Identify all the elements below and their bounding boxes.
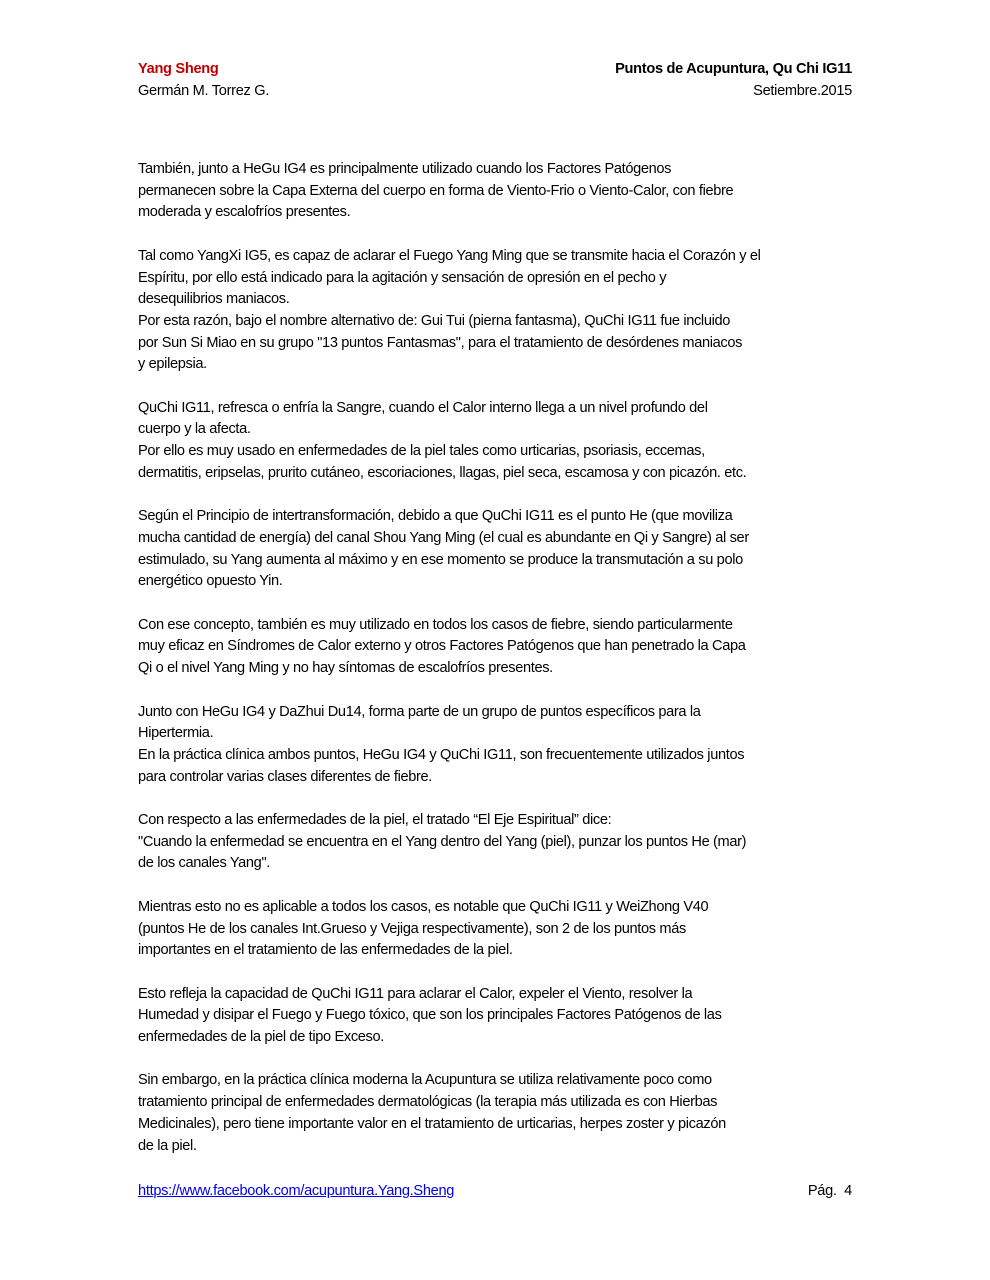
paragraph-line: "Cuando la enfermedad se encuentra en el Yang dentro del Yang (piel), punzar los puntos He (mar) — [138, 833, 747, 850]
paragraph — [138, 246, 858, 311]
paragraph — [138, 984, 858, 1049]
paragraph-line: Hipertermia. — [138, 725, 214, 742]
paragraph — [138, 702, 858, 745]
paragraph-line: energético opuesto Yin. — [138, 573, 283, 590]
paragraph — [138, 810, 858, 875]
facebook-link[interactable]: https://www.facebook.com/acupuntura.Yang.Sheng — [138, 1183, 455, 1199]
paragraph — [138, 506, 858, 593]
paragraph-line: mucha cantidad de energía) del canal Shou Yang Ming (el cual es abundante en Qi y Sangre) al ser — [138, 529, 749, 546]
paragraph — [138, 615, 858, 680]
paragraph-line: por Sun Si Miao en su grupo "13 puntos Fantasmas", para el tratamiento de desórdenes maniacos — [138, 334, 743, 351]
paragraph-line: En la práctica clínica ambos puntos, HeGu IG4 y QuChi IG11, son frecuentemente utilizados juntos — [138, 746, 745, 763]
paragraph-line: Por ello es muy usado en enfermedades de la piel tales como urticarias, psoriasis, eccemas, — [138, 443, 705, 460]
document-body — [138, 159, 858, 1179]
header-author: Germán M. Torrez G. — [138, 83, 270, 99]
paragraph-line: Esto refleja la capacidad de QuChi IG11 para aclarar el Calor, expeler el Viento, resolver la — [138, 985, 693, 1002]
paragraph-line: Mientras esto no es aplicable a todos los casos, es notable que QuChi IG11 y WeiZhong V40 — [138, 898, 709, 915]
paragraph — [138, 441, 858, 484]
paragraph — [138, 1070, 858, 1157]
paragraph-line: moderada y escalofríos presentes. — [138, 204, 351, 221]
paragraph-line: Por esta razón, bajo el nombre alternativo de: Gui Tui (pierna fantasma), QuChi IG11 fue incluido — [138, 312, 731, 329]
paragraph-line: muy eficaz en Síndromes de Calor externo y otros Factores Patógenos que han penetrado la Capa — [138, 638, 746, 655]
paragraph-line: desequilibrios maniacos. — [138, 291, 290, 308]
page-header — [138, 58, 852, 102]
page-number: Pág. 4 — [807, 1183, 852, 1199]
paragraph-line: Con respecto a las enfermedades de la piel, el tratado “El Eje Espiritual” dice: — [138, 812, 612, 828]
paragraph — [138, 745, 858, 788]
paragraph-line: Con ese concepto, también es muy utilizado en todos los casos de fiebre, siendo particularmente — [138, 616, 733, 633]
paragraph-line: enfermedades de la piel de tipo Exceso. — [138, 1029, 384, 1045]
paragraph-line: Sin embargo, en la práctica clínica moderna la Acupuntura se utiliza relativamente poco como — [138, 1072, 712, 1089]
paragraph-line: de los canales Yang". — [138, 855, 270, 872]
paragraph-line: Medicinales), pero tiene importante valor en el tratamiento de urticarias, herpes zoster y picazón — [138, 1115, 726, 1132]
paragraph — [138, 159, 858, 224]
paragraph — [138, 311, 858, 376]
paragraph-line: Junto con HeGu IG4 y DaZhui Du14, forma parte de un grupo de puntos específicos para la — [138, 703, 701, 720]
header-document-title: Puntos de Acupuntura, Qu Chi IG11 — [615, 61, 852, 77]
paragraph-line: dermatitis, eripselas, prurito cutáneo, escoriaciones, llagas, piel seca, escamosa y con picazón. etc. — [138, 464, 747, 481]
paragraph-line: permanecen sobre la Capa Externa del cuerpo en forma de Viento-Frio o Viento-Calor, con fiebre — [138, 182, 734, 199]
paragraph-line: y epilepsia. — [138, 356, 207, 373]
paragraph — [138, 897, 858, 962]
paragraph-line: (puntos He de los canales Int.Grueso y Vejiga respectivamente), son 2 de los puntos más — [138, 920, 686, 937]
page-footer — [138, 1180, 852, 1202]
paragraph-line: de la piel. — [138, 1137, 197, 1154]
paragraph-line: para controlar varias clases diferentes de fiebre. — [138, 768, 432, 785]
paragraph-line: tratamiento principal de enfermedades dermatológicas (la terapia más utilizada es con Hierbas — [138, 1094, 718, 1111]
paragraph-line: cuerpo y la afecta. — [138, 421, 251, 438]
paragraph-line: También, junto a HeGu IG4 es principalmente utilizado cuando los Factores Patógenos — [138, 161, 672, 177]
header-site-title: Yang Sheng — [138, 61, 219, 77]
paragraph-line: Humedad y disipar el Fuego y Fuego tóxico, que son los principales Factores Patógenos de las — [138, 1007, 722, 1024]
paragraph-line: Según el Principio de intertransformación, debido a que QuChi IG11 es el punto He (que moviliza — [138, 508, 733, 525]
header-date: Setiembre.2015 — [753, 83, 852, 99]
paragraph-line: QuChi IG11, refresca o enfría la Sangre, cuando el Calor interno llega a un nivel profundo del — [138, 399, 708, 416]
paragraph-line: importantes en el tratamiento de las enfermedades de la piel. — [138, 942, 513, 959]
paragraph-line: Tal como YangXi IG5, es capaz de aclarar el Fuego Yang Ming que se transmite hacia el Corazón y el — [138, 247, 761, 264]
paragraph — [138, 398, 858, 441]
paragraph-line: Espíritu, por ello está indicado para la agitación y sensación de opresión en el pecho y — [138, 269, 667, 286]
paragraph-line: estimulado, su Yang aumenta al máximo y en ese momento se produce la transmutación a su polo — [138, 551, 743, 568]
paragraph-line: Qi o el nivel Yang Ming y no hay síntomas de escalofríos presentes. — [138, 660, 553, 677]
